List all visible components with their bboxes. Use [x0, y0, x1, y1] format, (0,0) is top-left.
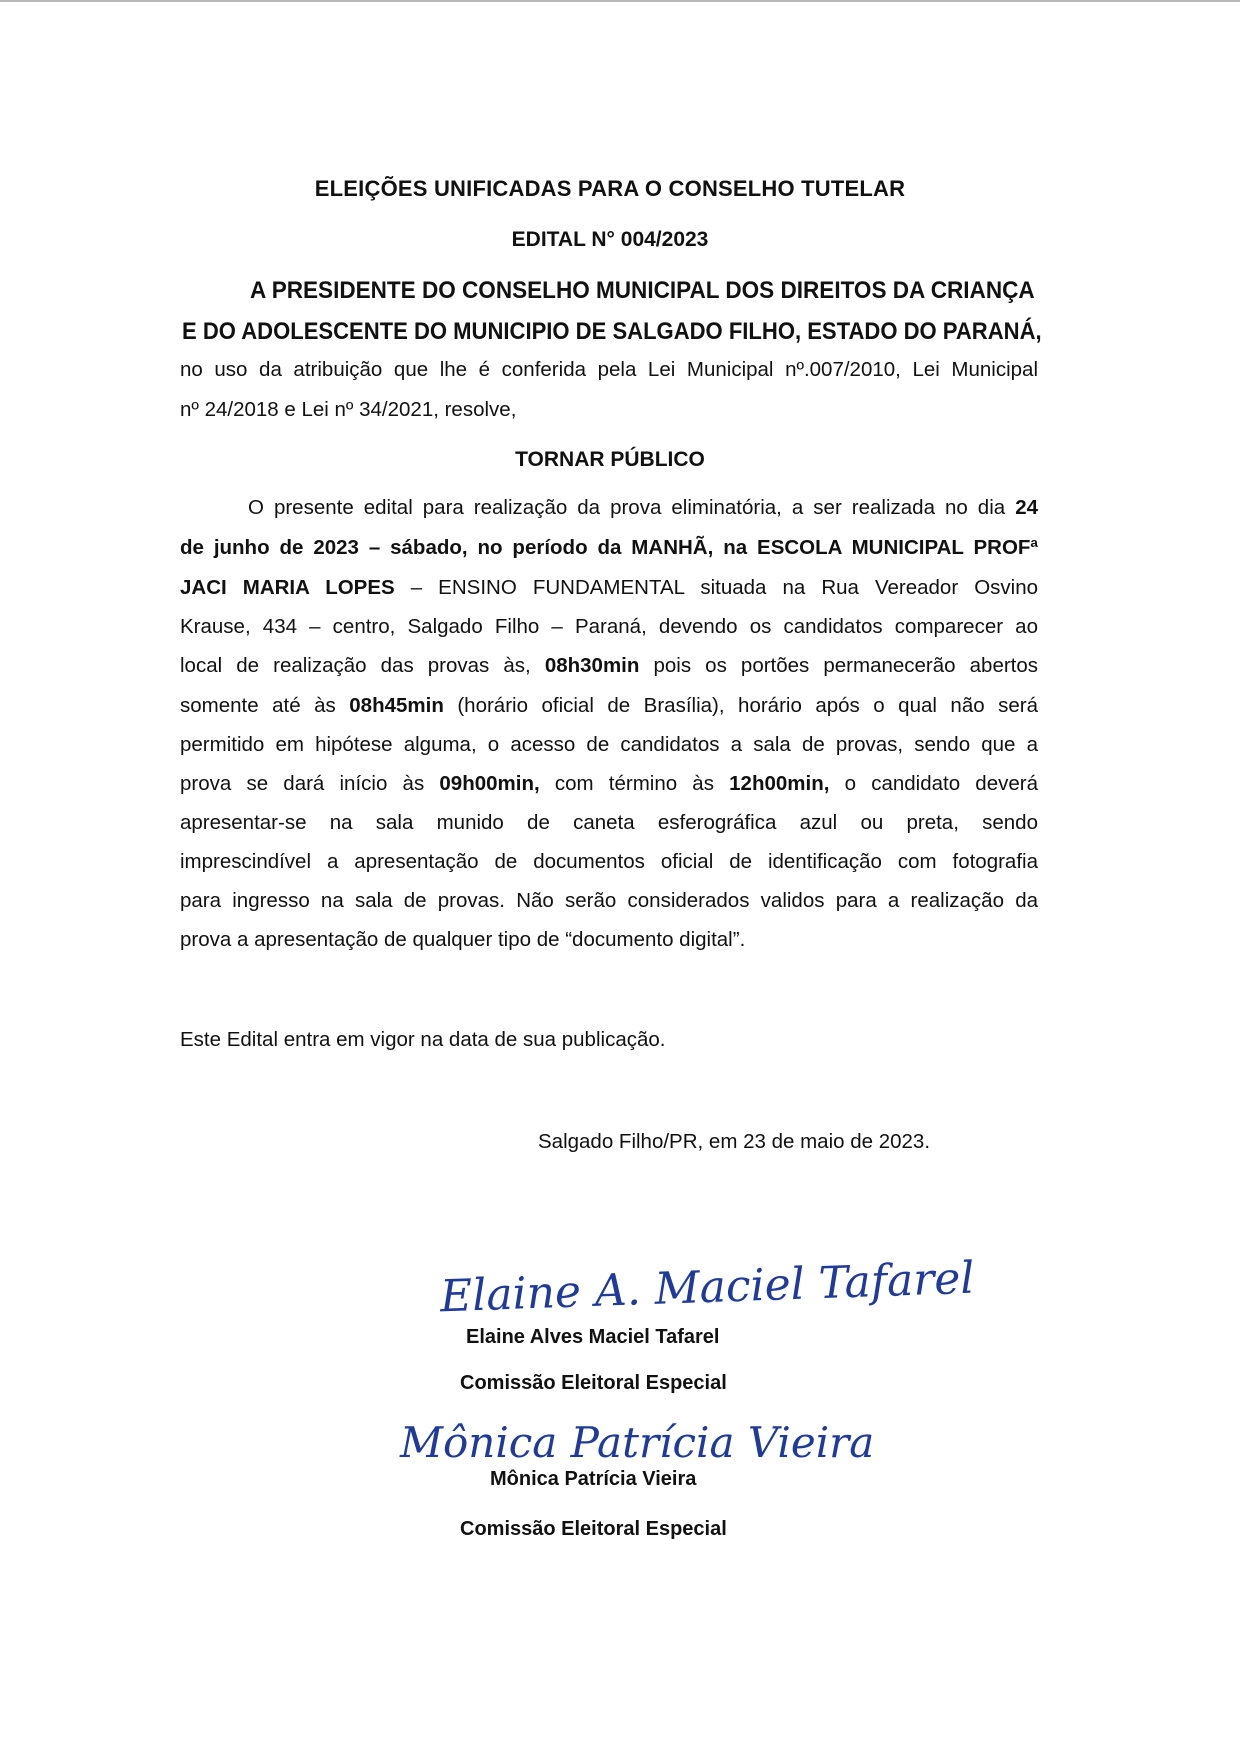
paragraph-line [180, 578, 1038, 599]
signatory-name: Mônica Patrícia Vieira [490, 1468, 697, 1490]
paragraph-line [248, 498, 1038, 519]
paragraph-text: (horário oficial de Brasília), horário após o qual não será [457, 694, 1039, 717]
paragraph-bold: JACI MARIA LOPES [180, 576, 395, 599]
signature-handwritten: Mônica Patrícia Vieira [400, 1418, 875, 1467]
signature-handwritten: Elaine A. Maciel Tafarel [439, 1252, 976, 1323]
paragraph-text: o candidato deverá [844, 772, 1038, 795]
paragraph-line [180, 696, 1038, 717]
paragraph-text: – ENSINO FUNDAMENTAL situada na Rua Vereador Osvino [410, 576, 1038, 599]
paragraph-line: prova a apresentação de qualquer tipo de “documento digital”. [180, 928, 746, 951]
paragraph-line: Krause, 434 – centro, Salgado Filho – Paraná, devendo os candidatos comparecer ao [180, 615, 1038, 638]
paragraph-line [180, 774, 1038, 795]
paragraph-line: permitido em hipótese alguma, o acesso de candidatos a sala de provas, sendo que a [180, 733, 1038, 756]
paragraph-text: somente até às [180, 694, 336, 717]
edital-number: EDITAL N° 004/2023 [511, 228, 709, 251]
heading-line-1: A PRESIDENTE DO CONSELHO MUNICIPAL DOS DIREITOS DA CRIANÇA [250, 277, 1035, 304]
paragraph-bold: 12h00min, [729, 772, 830, 795]
paragraph-bold: 08h30min [544, 654, 640, 677]
paragraph-bold: 08h45min [349, 694, 444, 717]
paragraph-line: para ingresso na sala de provas. Não serão considerados validos para a realização da [180, 889, 1038, 912]
paragraph-bold: 09h00min, [439, 772, 540, 795]
paragraph-line [180, 656, 1038, 677]
intro-line-1: no uso da atribuição que lhe é conferida pela Lei Municipal nº.007/2010, Lei Municipal [180, 358, 1038, 381]
vigor-statement: Este Edital entra em vigor na data de sua publicação. [180, 1028, 666, 1051]
paragraph-text: O presente edital para realização da prova eliminatória, a ser realizada no dia [248, 496, 1006, 519]
signatory-name: Elaine Alves Maciel Tafarel [466, 1326, 720, 1348]
paragraph-bold: 24 [1015, 496, 1038, 519]
paragraph-text: local de realização das provas às, [180, 654, 531, 677]
paragraph-text: pois os portões permanecerão abertos [653, 654, 1039, 677]
signatory-role: Comissão Eleitoral Especial [460, 1372, 727, 1394]
document-title: ELEIÇÕES UNIFICADAS PARA O CONSELHO TUTELAR [314, 176, 906, 201]
page-edge-line [0, 0, 1240, 2]
signatory-role: Comissão Eleitoral Especial [460, 1518, 727, 1540]
paragraph-text: prova se dará início às [180, 772, 425, 795]
heading-line-2: E DO ADOLESCENTE DO MUNICIPIO DE SALGADO FILHO, ESTADO DO PARANÁ, [182, 318, 1042, 345]
paragraph-line: apresentar-se na sala munido de caneta esferográfica azul ou preta, sendo [180, 811, 1038, 834]
paragraph-line: de junho de 2023 – sábado, no período da MANHÃ, na ESCOLA MUNICIPAL PROFª [180, 536, 1038, 559]
paragraph-text: com término às [554, 772, 714, 795]
section-title: TORNAR PÚBLICO [515, 448, 705, 471]
paragraph-line: imprescindível a apresentação de documentos oficial de identificação com fotografia [180, 850, 1038, 873]
intro-line-2: nº 24/2018 e Lei nº 34/2021, resolve, [180, 398, 517, 421]
place-date: Salgado Filho/PR, em 23 de maio de 2023. [538, 1130, 931, 1153]
